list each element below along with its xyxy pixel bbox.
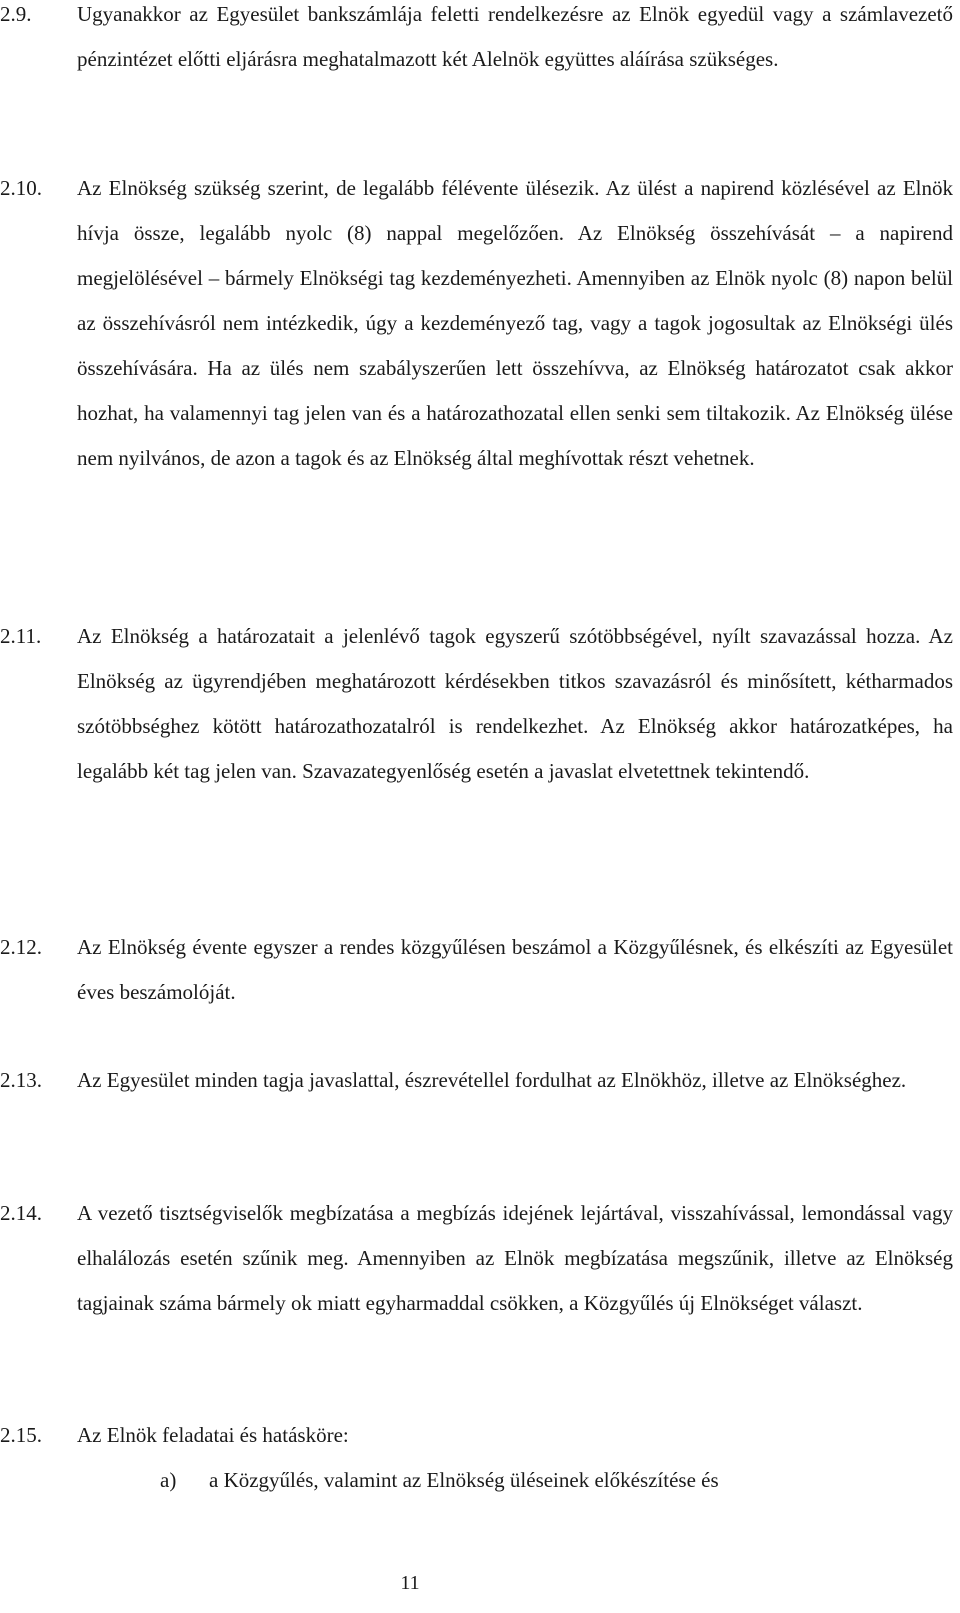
section-number: 2.13. — [0, 1068, 42, 1092]
section-text: Az Egyesület minden tagja javaslattal, észrevétellel fordulhat az Elnökhöz, illetve az Elnökséghez. — [77, 1068, 907, 1092]
section-number: 2.10. — [0, 176, 42, 200]
section-text: Az Elnökség évente egyszer a rendes közgyűlésen beszámol a Közgyűlésnek, és elkészíti az Egyesület éves beszámolóját. — [77, 935, 953, 1004]
section-number: 2.12. — [0, 935, 42, 959]
list-item-text: a Közgyűlés, valamint az Elnökség üléseinek előkészítése és — [209, 1468, 719, 1492]
section-text: Az Elnök feladatai és hatásköre: — [77, 1423, 349, 1447]
section-number: 2.11. — [0, 624, 42, 648]
section-text: Az Elnökség szükség szerint, de legalább félévente ülésezik. Az ülést a napirend közlésével az Elnök hívja össze, legalább nyolc (8) nappal megelőzően. Az Elnökség összehívását – a napirend megjelölésével – bármely Elnökségi tag kezdeményezheti. Amennyiben az Elnök nyolc (8) napon belül az összehívásról nem intézkedik, úgy a kezdeményező tag, vagy a tagok jogosultak az Elnökségi ülés összehívására. Ha az ülés nem szabályszerűen lett összehívva, az Elnökség határozatot csak akkor hozhat, ha valamennyi tag jelen van és a határozathozatal ellen senki sem tiltakozik. Az Elnökség ülése nem nyilvános, de azon a tagok és az Elnökség által meghívottak részt vehetnek. — [77, 176, 953, 470]
section-number: 2.9. — [0, 2, 32, 26]
section-number: 2.14. — [0, 1201, 42, 1225]
list-marker: a) — [160, 1468, 177, 1492]
section-number: 2.15. — [0, 1423, 42, 1447]
section-text: Ugyanakkor az Egyesület bankszámlája feletti rendelkezésre az Elnök egyedül vagy a számlavezető pénzintézet előtti eljárásra meghatalmazott két Alelnök együttes aláírása szükséges. — [77, 2, 953, 71]
section-text: A vezető tisztségviselők megbízatása a megbízás idejének lejártával, visszahívással, lemondással vagy elhalálozás esetén szűnik meg. Amennyiben az Elnök megbízatása megszűnik, illetve az Elnökség tagjainak száma bármely ok miatt egyharmaddal csökken, a Közgyűlés új Elnökséget választ. — [77, 1201, 953, 1315]
section-text: Az Elnökség a határozatait a jelenlévő tagok egyszerű szótöbbségével, nyílt szavazással hozza. Az Elnökség az ügyrendjében meghatározott kérdésekben titkos szavazásról és minősített, kétharmados szótöbbséghez kötött határozathozatalról is rendelkezhet. Az Elnökség akkor határozatképes, ha legalább két tag jelen van. Szavazategyenlőség esetén a javaslat elvetettnek tekintendő. — [77, 624, 953, 783]
page-number: 11 — [400, 1572, 420, 1594]
